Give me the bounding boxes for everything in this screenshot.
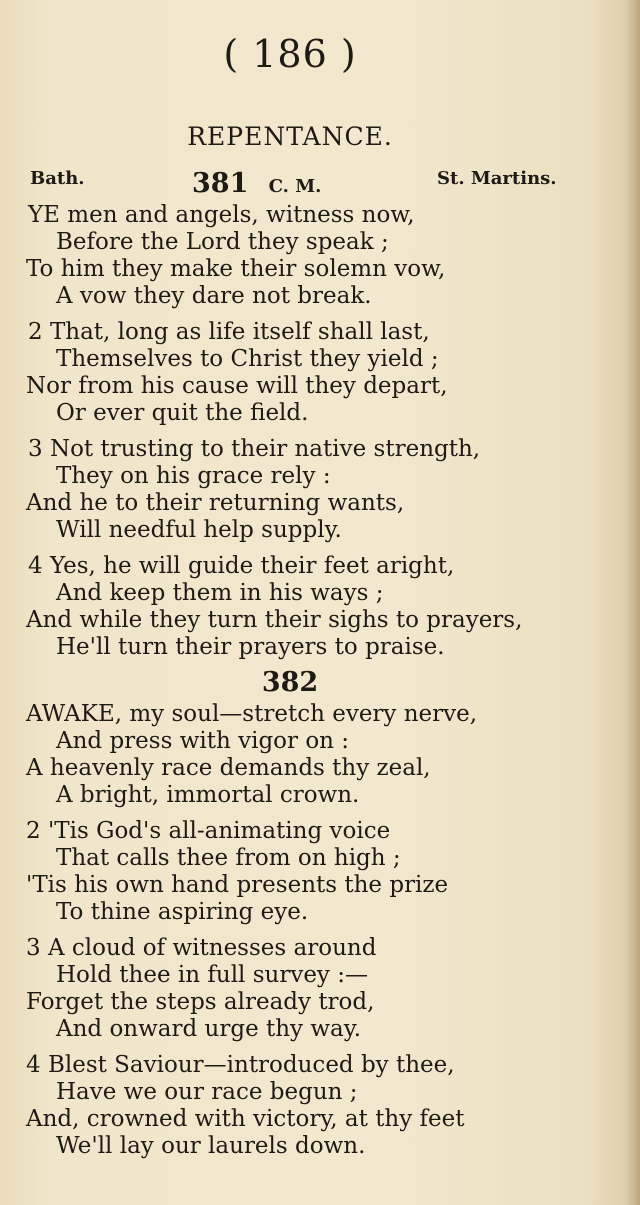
verse-line: 2 'Tis God's all-animating voice — [26, 818, 391, 844]
hymn-381-verse-4 — [0, 553, 640, 661]
verse-line: That calls thee from on high ; — [56, 845, 401, 871]
verse-line: Before the Lord they speak ; — [56, 229, 389, 255]
verse-line: 4 Yes, he will guide their feet aright, — [28, 553, 455, 579]
tune-name-right: St. Martins. — [437, 168, 557, 189]
hymn-382-verse-2 — [0, 818, 640, 926]
verse-line: And he to their returning wants, — [26, 490, 405, 516]
verse-line: We'll lay our laurels down. — [56, 1133, 366, 1159]
verse-line: YE men and angels, witness now, — [28, 202, 415, 228]
verse-line: Themselves to Christ they yield ; — [56, 346, 439, 372]
page-number: ( 186 ) — [223, 32, 357, 76]
hymn-heading-381 — [192, 168, 321, 199]
verse-line: To him they make their solemn vow, — [26, 256, 446, 282]
verse-line: Nor from his cause will they depart, — [26, 373, 448, 399]
verse-line: They on his grace rely : — [56, 463, 331, 489]
verse-line: And press with vigor on : — [56, 728, 350, 754]
verse-line: To thine aspiring eye. — [56, 899, 309, 925]
verse-line: Will needful help supply. — [56, 517, 342, 543]
verse-line: Hold thee in full survey :— — [56, 962, 368, 988]
verse-line: 'Tis his own hand presents the prize — [26, 872, 449, 898]
verse-line: And, crowned with victory, at thy feet — [26, 1106, 465, 1132]
hymn-381-verse-1 — [0, 202, 640, 310]
hymn-382-verse-3 — [0, 935, 640, 1043]
hymn-number-382: 382 — [261, 667, 319, 698]
verse-line: 2 That, long as life itself shall last, — [28, 319, 430, 345]
hymn-382-verse-1 — [0, 701, 640, 809]
hymn-381-verse-2 — [0, 319, 640, 427]
hymn-meter: C. M. — [268, 176, 322, 197]
verse-line: A vow they dare not break. — [56, 283, 372, 309]
verse-line: And onward urge thy way. — [56, 1016, 362, 1042]
verse-line: And keep them in his ways ; — [56, 580, 384, 606]
hymn-number: 381 — [192, 168, 249, 199]
verse-line: Have we our race begun ; — [56, 1079, 358, 1105]
verse-line: Forget the steps already trod, — [26, 989, 375, 1015]
section-title: REPENTANCE. — [187, 122, 393, 151]
verse-line: And while they turn their sighs to prayers, — [26, 607, 523, 633]
verse-line: He'll turn their prayers to praise. — [56, 634, 445, 660]
verse-line: 3 A cloud of witnesses around — [26, 935, 377, 961]
verse-line: 3 Not trusting to their native strength, — [28, 436, 481, 462]
verse-line: 4 Blest Saviour—introduced by thee, — [26, 1052, 455, 1078]
verse-line: AWAKE, my soul—stretch every nerve, — [26, 701, 478, 727]
hymn-382-verse-4 — [0, 1052, 640, 1160]
verse-line: Or ever quit the field. — [56, 400, 309, 426]
tune-name-left: Bath. — [30, 168, 85, 189]
hymn-381-verse-3 — [0, 436, 640, 544]
verse-line: A bright, immortal crown. — [56, 782, 360, 808]
verse-line: A heavenly race demands thy zeal, — [26, 755, 431, 781]
